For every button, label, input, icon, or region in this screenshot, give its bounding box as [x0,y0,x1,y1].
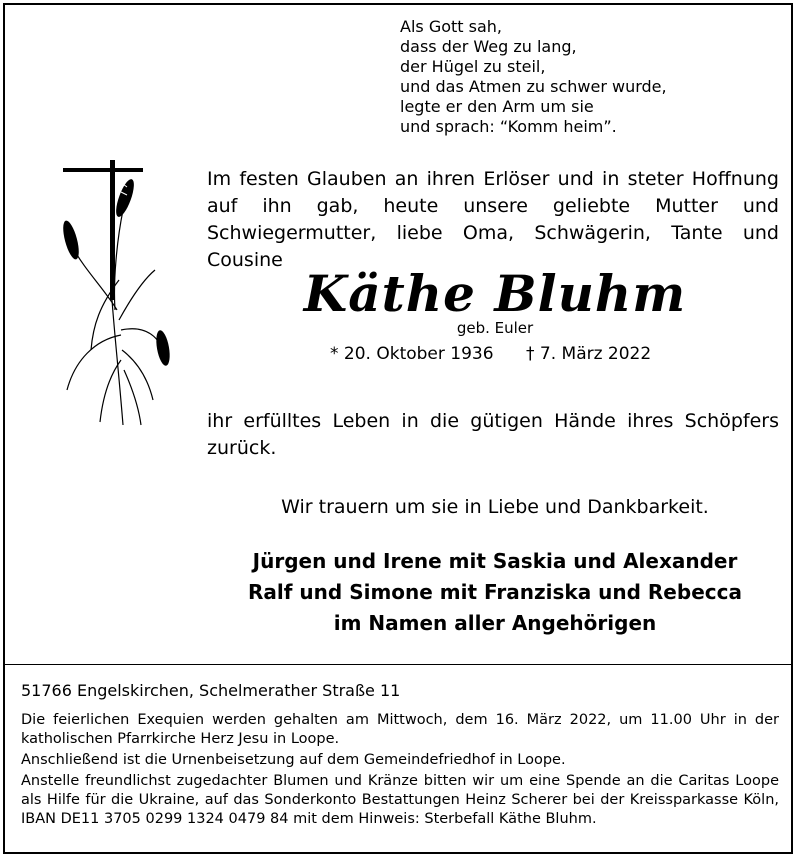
poem-line: der Hügel zu steil, [400,57,546,76]
poem-line: und das Atmen zu schwer wurde, [400,77,667,96]
poem-line: legte er den Arm um sie [400,97,594,116]
poem [400,17,667,137]
deceased-name: Käthe Bluhm [303,264,687,323]
continuation-text: ihr erfülltes Leben in die gütigen Hände ihres Schöpfers zurück. [207,410,779,459]
notes-paragraph: Anschließend ist die Urnenbeisetzung auf dem Gemeindefriedhof in Loope. [21,752,566,768]
poem-line: dass der Weg zu lang, [400,37,577,56]
family-line: im Namen aller Angehörigen [333,611,657,635]
family-block [195,546,795,639]
notes-paragraph: Die feierlichen Exequien werden gehalten am Mittwoch, dem 16. März 2022, um 11.00 Uhr in der katholischen Pfarrkirche Herz Jesu in Loope. [21,712,779,747]
poem-line: und sprach: “Komm heim”. [400,117,617,136]
family-line: Ralf und Simone mit Franziska und Rebecca [248,580,742,604]
intro-text: Im festen Glauben an ihren Erlöser und in steter Hoffnung auf ihn gab, heute unsere geliebte Mutter und Schwiegermutter, liebe Oma, Schwägerin, Tante und Cousine [207,168,779,271]
birth-date: * 20. Oktober 1936 [330,344,494,364]
family-line: Jürgen und Irene mit Saskia und Alexander [252,549,738,573]
death-date: † 7. März 2022 [526,344,652,364]
cross-with-wheat-icon [55,160,185,430]
address: 51766 Engelskirchen, Schelmerather Straße 11 [21,681,401,700]
notes-paragraph: Anstelle freundlichst zugedachter Blumen und Kränze bitten wir um eine Spende an die Caritas Loope als Hilfe für die Ukraine, auf das Sonderkonto Bestattungen Heinz Scherer bei der Kreissparkasse Köln, IBAN DE11 3705 0299 1324 0479 84 mit dem Hinweis: Sterbefall Käthe Bluhm. [21,773,779,827]
divider [5,664,791,665]
birth-name: geb. Euler [456,319,534,337]
mourning-line: Wir trauern um sie in Liebe und Dankbarkeit. [281,496,709,518]
poem-line: Als Gott sah, [400,17,502,36]
funeral-notes [21,711,779,831]
